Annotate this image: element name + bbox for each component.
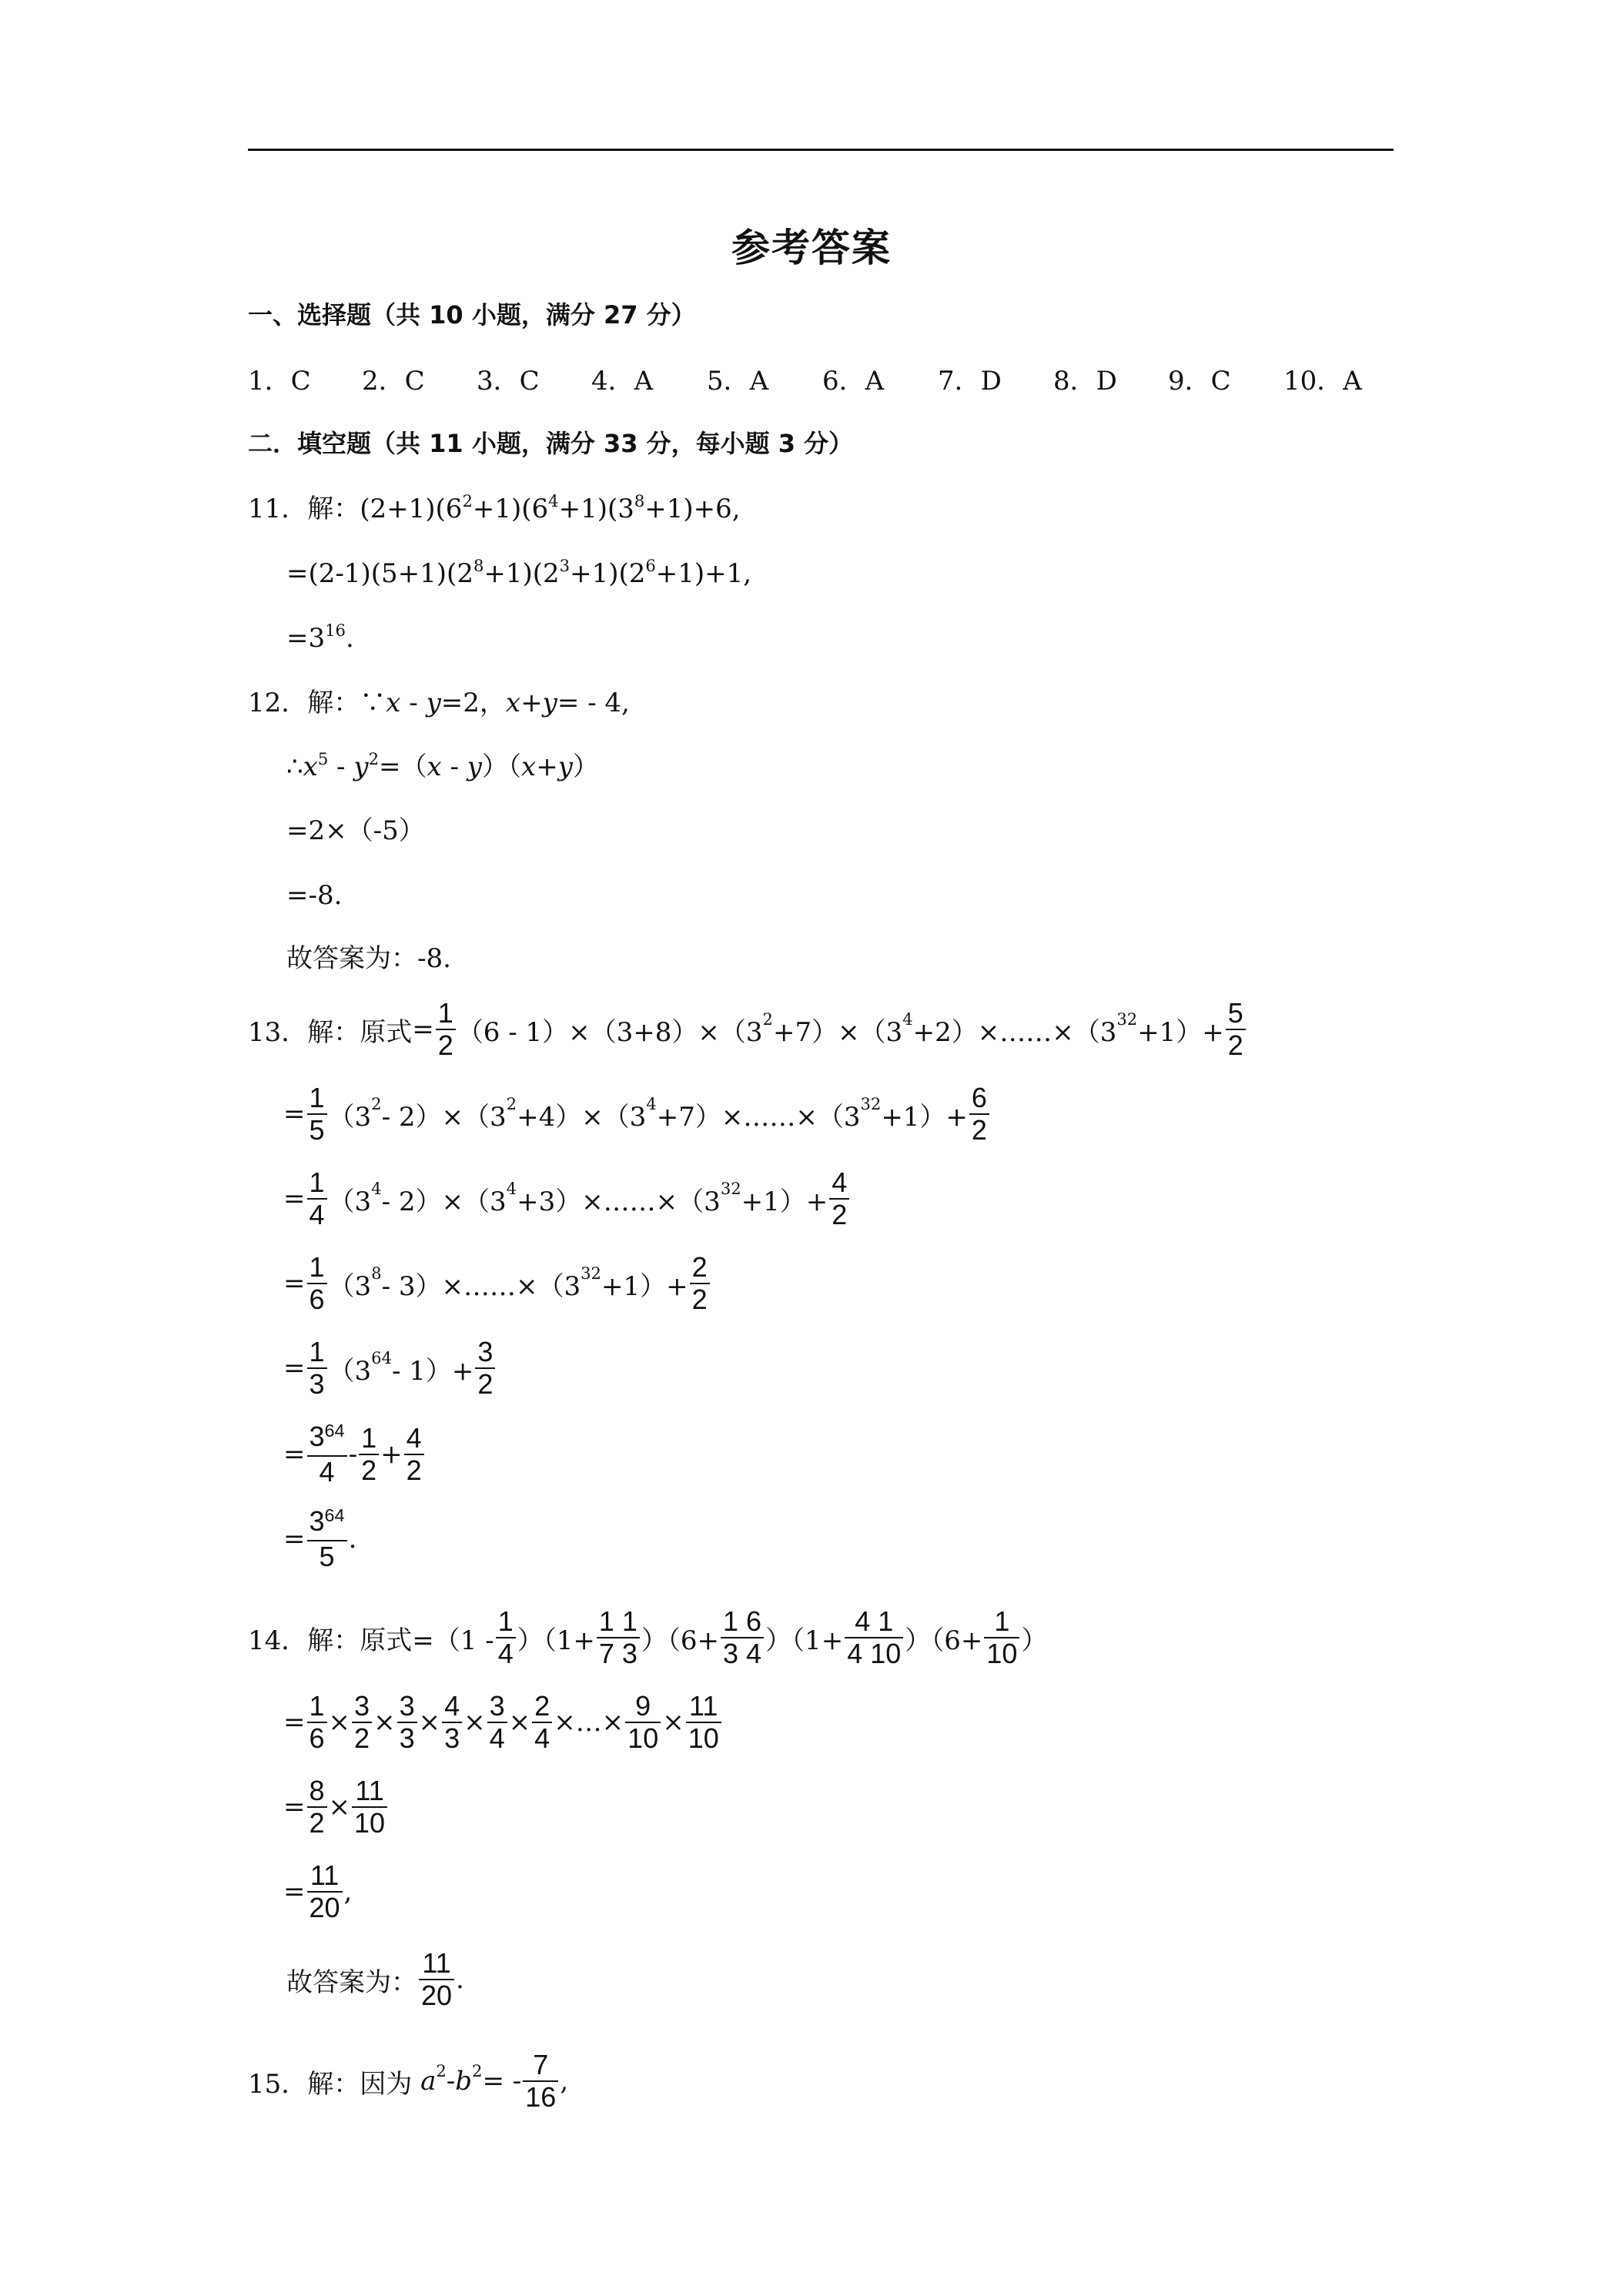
- answer-2: 2．C: [362, 366, 425, 397]
- answer-4: 4．A: [591, 366, 654, 397]
- q13-line-3: = $\frac{1}{4}$ （3 $^4$ - 2）×（3 $^4$ +3）×……×（3 $^{32}$ +1）+ $\frac{4}{2}$: [283, 1167, 851, 1230]
- q14-line-3: = $\frac{8}{2}$ × $\frac{11}{10}$: [283, 1776, 389, 1839]
- q14-line-4: = $\frac{11}{20}$ ,: [283, 1859, 353, 1923]
- q13-line-5: = $\frac{1}{3}$ （3 $^{64}$ - 1）+ $\frac{3}{2}$: [283, 1337, 497, 1400]
- q14-line-5: 故答案为： $\frac{11}{20}$ .: [286, 1947, 464, 2011]
- q12-line-4: =-8.: [286, 880, 343, 911]
- section-heading-2: 二．填空题（共 11 小题，满分 33 分，每小题 3 分）: [248, 429, 854, 458]
- q13-label: 13．解：原式: [248, 1016, 413, 1048]
- q13-line-6: = $\frac{3^{64}}{4}$ - $\frac{1}{2}$ + $\frac{4}{2}$: [283, 1421, 426, 1488]
- q14-line-1: 14．解：原式 =（1 - $\frac{1}{4}$ ）（1+ $\frac{1 1}{7 3}$ ）（6+ $\frac{1 6}{3 4}$ ）（1+ $\frac{4 1}{4 10}$ ）（6+ $\frac{1}{10}$ ）: [248, 1605, 1048, 1669]
- answer-8: 8．D: [1053, 366, 1117, 397]
- q11-label: 11．解：: [248, 494, 360, 524]
- q12-line-5: 故答案为：-8.: [286, 943, 451, 974]
- q12-line-1: 12．解：∵x - y=2，x+y= - 4,: [248, 688, 630, 718]
- q15-label: 15．解：因为: [248, 2068, 413, 2100]
- answer-10: 10．A: [1283, 366, 1362, 397]
- q12-line-3: =2×（-5）: [286, 815, 425, 846]
- q13-line-4: = $\frac{1}{6}$ （3 $^8$ - 3）×……×（3 $^{32}$ +1）+ $\frac{2}{2}$: [283, 1252, 711, 1315]
- answer-3: 3．C: [477, 366, 540, 397]
- q13-line-2: = $\frac{1}{5}$ （3 $^2$ - 2）×（3 $^2$ +4）×（3 $^4$ +7）×……×（3 $^{32}$ +1）+ $\frac{6}{2}$: [283, 1083, 991, 1146]
- q13-line-1: 13．解：原式 = $\frac{1}{2}$ （6 - 1）×（3+8）×（3 $^2$ +7）×（3 $^4$ +2）×……×（3 $^{32}$ +1）+ $\frac{5}{2}$: [248, 998, 1247, 1061]
- q12-line-2: $\therefore x^5 - y^2=(x - y)(x+y)$: [286, 749, 599, 782]
- answer-5: 5．A: [707, 366, 769, 397]
- answer-6: 6．A: [822, 366, 885, 397]
- q15-line-1: 15．解：因为 a $^2$ - b $^2$ = - $\frac{7}{16}$ ,: [248, 2049, 569, 2113]
- q11-line-1: 11．解：$(2+1)(6^2+1)(6^4+1)(3^8+1)+6$,: [248, 491, 741, 524]
- answer-9: 9．C: [1168, 366, 1231, 397]
- page-title: 参考答案: [731, 226, 892, 270]
- answer-1: 1．C: [248, 366, 311, 397]
- q12-label: 12．解：: [248, 688, 360, 718]
- q14-line-2: = $\frac{1}{6}$ × $\frac{3}{2}$ × $\frac{3}{3}$ × $\frac{4}{3}$ × $\frac{3}{4}$ × $\frac{2}{4}$ ×…× $\frac{9}{10}$ × $\frac{11}{10}$: [283, 1691, 723, 1754]
- header-rule: [248, 149, 1394, 151]
- q11-line-2: $=(2-1)(5+1)(2^8+1)(2^3+1)(2^6+1)+1$,: [286, 556, 752, 589]
- q14-label: 14．解：原式: [248, 1625, 413, 1656]
- q11-line-3: $=3^{16}$.: [286, 621, 354, 654]
- section-heading-1: 一、选择题（共 10 小题，满分 27 分）: [248, 300, 696, 330]
- answer-7: 7．D: [938, 366, 1002, 397]
- q13-line-7: = $\frac{3^{64}}{5}$ .: [283, 1505, 357, 1572]
